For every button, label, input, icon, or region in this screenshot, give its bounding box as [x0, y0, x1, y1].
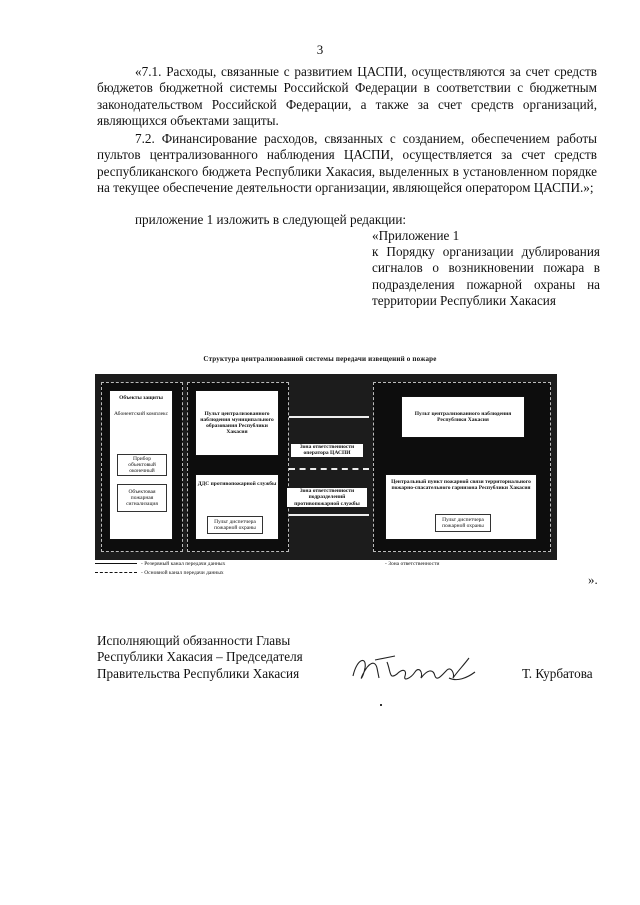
page-number: 3	[316, 42, 324, 57]
signatory-line-2: Республики Хакасия – Председателя	[97, 649, 303, 665]
legend-zone	[385, 561, 439, 567]
legend-dash-line	[95, 572, 137, 573]
fire-channel-line	[289, 514, 369, 516]
paragraph-7-2-text: 7.2. Финансирование расходов, связанных с созданием, обеспечением работы пультов централизованного наблюдения ЦАСПИ, осуществляется за счет средств республиканского бюджета Республики Хакасия, выделенных в установленном порядке на текущее обеспечение деятельности организации, являющейся оператором ЦАСПИ.»;	[97, 131, 597, 196]
reserve-channel-line	[289, 468, 369, 470]
paragraph-intro	[97, 212, 597, 228]
handwritten-signature	[345, 648, 495, 693]
paragraph-7-2	[97, 131, 597, 197]
dispatcher-console-left: Пульт диспетчера пожарной охраны	[207, 516, 263, 534]
signatory-title	[97, 633, 303, 682]
quote-close: ».	[588, 572, 598, 587]
structure-diagram	[95, 374, 557, 560]
municipal-console-box: Пульт централизованного наблюдения муниципального образования Республики Хакасия	[195, 390, 279, 456]
diagram-title: Структура централизованной системы передачи извещений о пожаре	[203, 355, 437, 363]
legend-reserve-text: - Резервный канал передачи данных	[141, 561, 226, 567]
signatory-name: Т. Курбатова	[522, 666, 593, 681]
legend-main-text: - Основной канал передачи данных	[141, 570, 224, 576]
stray-dot	[380, 704, 382, 706]
signatory-line-3: Правительства Республики Хакасия	[97, 665, 300, 681]
paragraph-7-1-text: «7.1. Расходы, связанные с развитием ЦАСПИ, осуществляются за счет средств бюджетов бюджетной системы Российской Федерации в соответствии с бюджетным законодательством Российской Федерации, а также за счет средств организаций, являющихся объектами защиты.	[97, 64, 597, 129]
subscriber-complex: Абонентский комплекс	[113, 411, 169, 418]
legend-main	[95, 570, 224, 576]
paragraph-intro-text: приложение 1 изложить в следующей редакции:	[135, 212, 407, 227]
object-station-box: Объектовая пожарная сигнализация	[117, 484, 167, 512]
objects-title: Объекты защиты	[119, 395, 163, 401]
central-point-label: Центральный пункт пожарной связи территориального пожарно-спасательного гарнизона Республики Хакасия	[391, 479, 531, 492]
legend-solid-line	[95, 563, 137, 564]
device-box: Прибор объектовый оконечный	[117, 454, 167, 476]
paragraph-7-1	[97, 64, 597, 130]
fire-units-zone-label: Зона ответственности подразделений противопожарной службы	[287, 488, 367, 507]
dds-label: ДДС противопожарной службы	[197, 481, 277, 487]
legend-reserve	[95, 561, 225, 567]
central-console-box: Пульт централизованного наблюдения Республики Хакасия	[401, 396, 525, 438]
dispatcher-console-right: Пульт диспетчера пожарной охраны	[435, 514, 491, 532]
appendix-body: к Порядку организации дублирования сигналов о возникновении пожара в подразделения пожарной охраны на территории Республики Хакасия	[372, 244, 600, 309]
signatory-line-1: Исполняющий обязанности Главы	[97, 633, 291, 648]
appendix-heading: «Приложение 1	[372, 228, 460, 243]
main-channel-line	[289, 416, 369, 418]
legend-zone-text: - Зона ответственности	[385, 561, 440, 567]
operator-zone-label: Зона ответственности оператора ЦАСПИ	[291, 444, 363, 457]
